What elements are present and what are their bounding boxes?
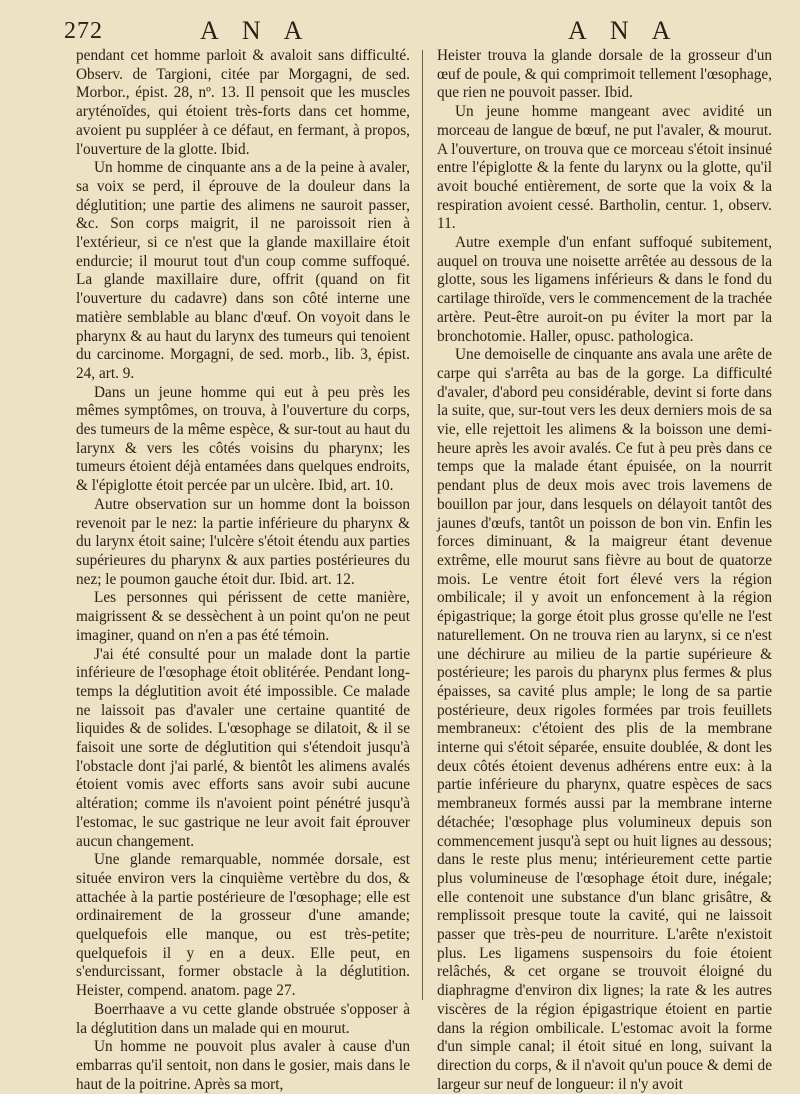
left-column <box>76 47 410 1093</box>
running-head-left: A N A <box>200 16 312 45</box>
paragraph: pendant cet homme parloit & avaloit sans difficulté. Observ. de Targioni, citée par Morgagni, de sed. Morbor., épist. 28, nº. 13. Il pensoit que les muscles aryténoïdes, qui étoient très-forts dans cet homme, avoient pu suppléer à ce défaut, en fermant, à propos, l'ouverture de la glotte. Ibid. <box>76 47 410 158</box>
paragraph: Heister trouva la glande dorsale de la grosseur d'un œuf de poule, & qui comprimoit tellement l'œsophage, que rien ne pouvoit passer. Ibid. <box>437 47 772 102</box>
paragraph: Boerrhaave a vu cette glande obstruée s'opposer à la déglutition dans un malade qui en mourut. <box>76 1000 410 1037</box>
right-column <box>437 47 772 1093</box>
paragraph: Un jeune homme mangeant avec avidité un morceau de langue de bœuf, ne put l'avaler, & mourut. A l'ouverture, on trouva que ce morceau s'étoit insinué entre l'épiglotte & la fente du larynx ou la glotte, qu'il avoit bouché entièrement, de sorte que la voix & la respiration avoient cessé. Bartholin, centur. 1, observ. 11. <box>437 103 772 233</box>
page-header <box>0 10 800 46</box>
paragraph: J'ai été consulté pour un malade dont la partie inférieure de l'œsophage étoit oblitérée. Pendant long-temps la déglutition avoit été impossible. Ce malade ne laissoit pas d'avaler une certaine quantité de liquides & de solides. L'œsophage se dilatoit, & il se faisoit une sorte de déglutition qui s'étendoit jusqu'à l'obstacle dont j'ai parlé, & bientôt les alimens avalés étoient vomis avec efforts sans avoir subi aucune altération; comme ils n'avoient point pénétré jusqu'à l'estomac, le suc gastrique ne leur avoit fait éprouver aucun changement. <box>76 645 410 850</box>
paragraph: Autre exemple d'un enfant suffoqué subitement, auquel on trouva une noisette arrêtée au dessous de la glotte, sous les ligamens inférieurs & dans le fond du cartilage thiroïde, vers le commencement de la trachée artère. Peut-être auroit-on pu éviter la mort par la bronchotomie. Haller, opusc. pathologica. <box>437 234 772 345</box>
page-number: 272 <box>64 18 103 44</box>
column-divider <box>422 50 423 1000</box>
paragraph: Les personnes qui périssent de cette manière, maigrissent & se dessèchent à un point qu'on ne peut imaginer, quand on n'en a pas été témoin. <box>76 589 410 644</box>
running-head-right: A N A <box>568 16 680 45</box>
paragraph: Un homme de cinquante ans a de la peine à avaler, sa voix se perd, il éprouve de la douleur dans la déglutition; une partie des alimens ne sauroit passer, &c. Son corps maigrit, il ne paroissoit rien à l'extérieur, si ce n'est que la glande maxillaire étoit endurcie; il mourut tout d'un coup comme suffoqué. La glande maxillaire dure, offrit (quand on fit l'ouverture du cadavre) dans son côté interne une matière semblable au blanc d'œuf. On voyoit dans le pharynx & au haut du larynx des tumeurs qui tenoient du carcinome. Morgagni, de sed. morb., lib. 3, épist. 24, art. 9. <box>76 159 410 382</box>
paragraph: Autre observation sur un homme dont la boisson revenoit par le nez: la partie inférieure du pharynx & du larynx étoit saine; l'ulcère s'étoit étendu aux parties supérieures du pharynx & aux parties postérieures du nez; le poumon gauche étoit dur. Ibid. art. 12. <box>76 495 410 588</box>
paragraph: Une glande remarquable, nommée dorsale, est située environ vers la cinquième vertèbre du dos, & attachée à la partie postérieure de l'œsophage; elle est ordinairement de la grosseur d'une amande; quelquefois elle manque, ou est très-petite; quelquefois il y en a deux. Elle peut, en s'endurcissant, former obstacle à la déglutition. Heister, compend. anatom. page 27. <box>76 851 410 1000</box>
paragraph: Dans un jeune homme qui eut à peu près les mêmes symptômes, on trouva, à l'ouverture du corps, des tumeurs de la même espèce, & sur-tout au haut du larynx & vers les côtés voisins du pharynx; les tumeurs étoient déjà entamées dans quelques endroits, & l'épiglotte étoit percée par un ulcère. Ibid, art. 10. <box>76 383 410 495</box>
paragraph: Un homme ne pouvoit plus avaler à cause d'un embarras qu'il sentoit, non dans le gosier, mais dans le haut de la poitrine. Après sa mort, <box>76 1038 410 1093</box>
paragraph: Une demoiselle de cinquante ans avala une arête de carpe qui s'arrêta au bas de la gorge. La difficulté d'avaler, d'abord peu considérable, devint si forte dans la suite, que, sur-tout vers les deux derniers mois de sa vie, elle rejettoit les alimens & la boisson une demi-heure après les avoir avalés. Ce fut à peu près dans ce temps que la malade étant épuisée, on la nourrit pendant plus de deux mois avec trois lavemens de bouillon par jour, dans lesquels on délayoit tantôt des jaunes d'œufs, tantôt un poisson de bon vin. Enfin les forces diminuant, & la maigreur étant devenue extrême, elle mourut sans fièvre au bout de quatorze mois. Le ventre étoit fort élevé vers la région ombilicale; il y avoit un enfoncement à la région épigastrique; la gorge étoit plus grosse qu'elle ne l'est naturellement. On ne trouva rien au larynx, si ce n'est une déchirure au milieu de la partie supérieure & postérieure; les parois du pharynx plus fermes & plus épaisses, sa cavité plus ample; le long de sa partie postérieure, deux rigoles formées par trois feuillets membraneux: c'étoient des plis de la membrane interne qui s'étoit séparée, ensuite doublée, & dont les deux côtés étoient devenus adhérens entre eux: à la partie inférieure du pharynx, quatre espèces de sacs membraneux formés aussi par la membrane interne détachée; l'œsophage plus volumineux depuis son commencement jusqu'à sept ou huit lignes au dessous; dans le reste plus menu; intérieurement cette partie plus volumineuse de l'œsophage étoit dure, inégale; elle contenoit une substance d'un blanc grisâtre, & remplissoit presque toute la cavité, qui ne laissoit passer que très-peu de nourriture. L'arête n'existoit plus. Les ligamens suspensoirs du foie étoient relâchés, & cet organe se trouvoit éloigné du diaphragme d'environ dix lignes; la rate & les autres viscères de la région épigastrique étoient en partie dans la région ombilicale. L'estomac avoit la forme d'un simple canal; il étoit situé en long, suivant la direction du corps, & il n'avoit qu'un pouce & demi de largeur sur neuf de longueur: il n'y avoit <box>437 346 772 1093</box>
